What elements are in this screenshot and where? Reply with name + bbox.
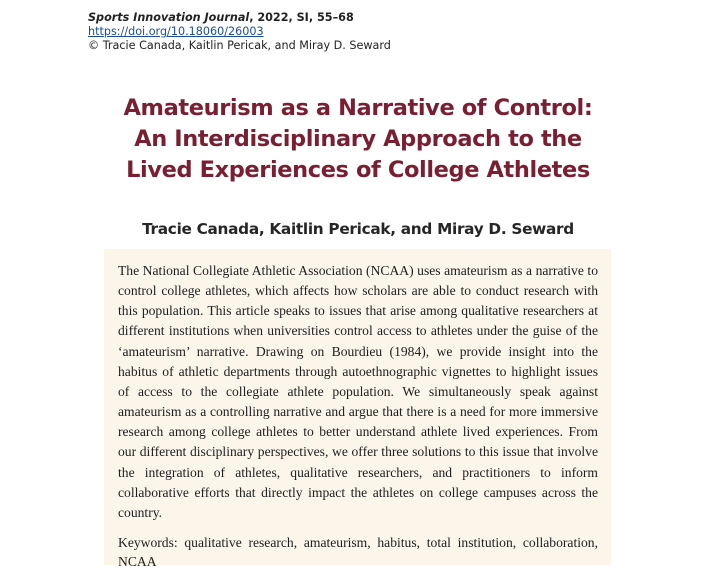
keywords: Keywords: qualitative research, amateurism, habitus, total institution, collaboration, NCAA <box>118 535 598 570</box>
doi-link[interactable]: https://doi.org/10.18060/26003 <box>88 25 264 38</box>
article-header <box>88 11 391 53</box>
article-title <box>60 93 656 186</box>
abstract-text: The National Collegiate Athletic Association (NCAA) uses amateurism as a narrative to control college athletes, which affects how scholars are able to conduct research with this population. This article speaks to issues that arise among qualitative researchers at different institutions when universities control access to athletes under the guise of the ‘amateurism’ narrative. Drawing on Bourdieu (1984), we provide insight into the habitus of athletic departments through autoethnographic vignettes to highlight issues of access to the collegiate athlete population. We simultaneously speak against amateurism as a controlling narrative and argue that there is a need for more immersive research among college athletes to better understand athlete lived experiences. From our different disciplinary perspectives, we offer three solutions to this issue that involve the integration of athletes, qualitative researchers, and practitioners to inform collaborative efforts that directly impact the athletes on college campuses across the country. <box>118 263 598 520</box>
journal-name: Sports Innovation Journal <box>88 11 250 24</box>
abstract-box <box>104 249 611 570</box>
title-line-1: Amateurism as a Narrative of Control: <box>123 95 593 121</box>
copyright-notice: © Tracie Canada, Kaitlin Pericak, and Miray D. Seward <box>88 39 391 52</box>
journal-details: , 2022, SI, 55–68 <box>249 11 354 24</box>
title-line-3: Lived Experiences of College Athletes <box>126 157 590 183</box>
journal-citation <box>88 11 391 25</box>
author-list: Tracie Canada, Kaitlin Pericak, and Miray D. Seward <box>142 220 574 238</box>
title-line-2: An Interdisciplinary Approach to the <box>134 126 582 152</box>
